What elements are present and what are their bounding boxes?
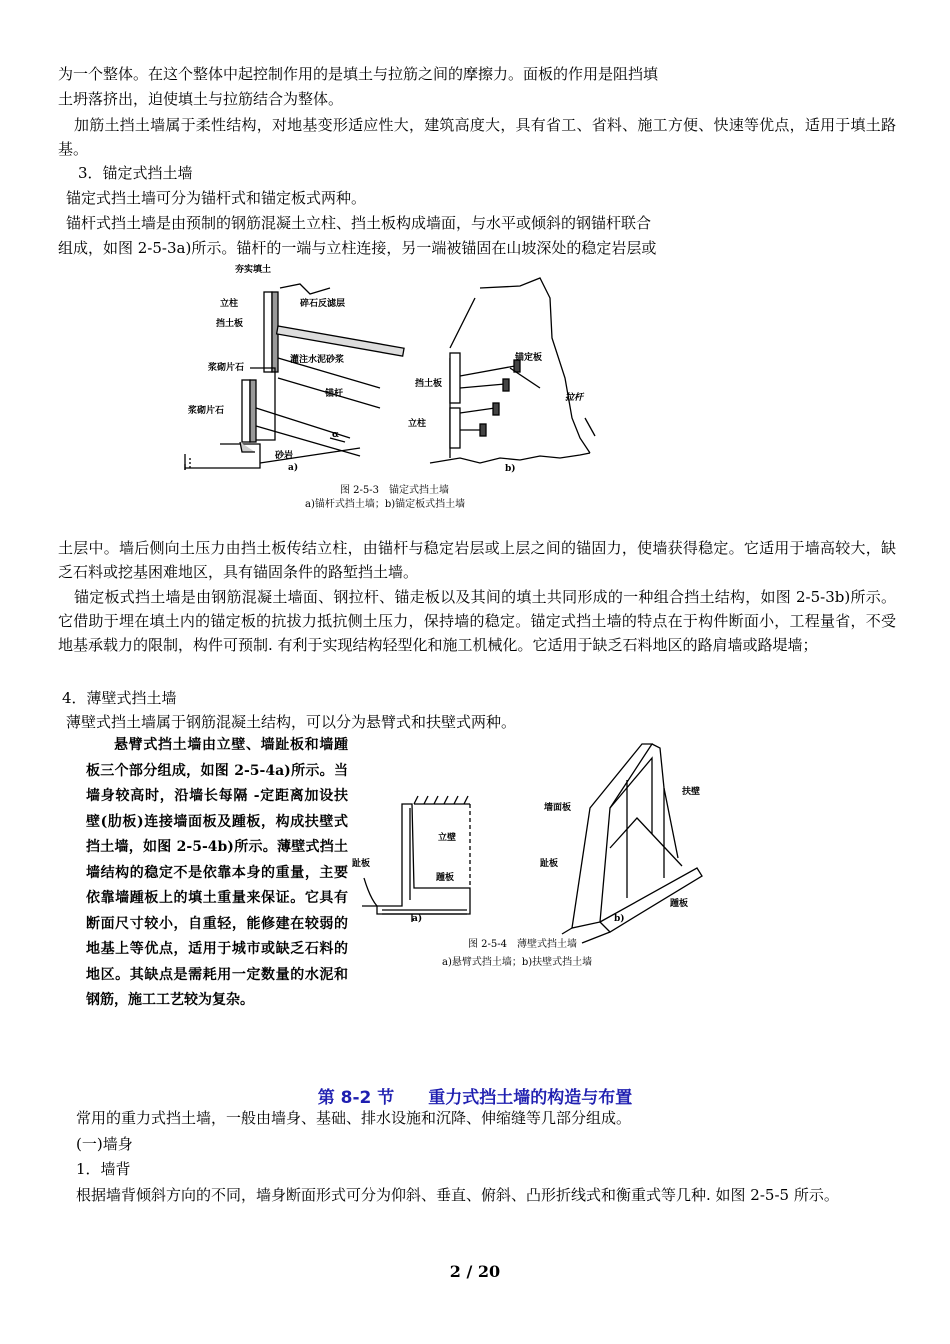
figure-2-5-3-title: 图 2-5-3 锚定式挡土墙: [340, 485, 450, 496]
label-libi: 立壁: [438, 833, 457, 843]
subheading: (一)墙身: [76, 1135, 133, 1153]
label-guanzhu: 灌注水泥砂浆: [290, 355, 345, 365]
para-line: 土坍落挤出，迫使填土与拉筋结合为整体。: [58, 90, 344, 108]
label-lizhu: 立柱: [220, 299, 239, 309]
figure-2-5-3-subtitle: a)锚杆式挡土墙；b)锚定板式挡土墙: [305, 499, 466, 510]
label-4b: b): [614, 914, 625, 924]
paragraph: 土层中。墙后侧向土压力由挡土板传结立柱，由锚杆与稳定岩层或上层之间的锚固力，使墙获得稳定。它适用于墙高较大，缺乏石料或挖基困难地区，具有锚固条件的路堑挡土墙。: [58, 539, 896, 581]
figure-2-5-4-title: 图 2-5-4 薄壁式挡土墙: [468, 939, 578, 950]
figure-2-5-4: [352, 738, 722, 978]
label-hangtu: 夯实填土: [235, 265, 272, 275]
label-b-dingban: 锚定板: [515, 353, 543, 363]
page-number: 2 / 20: [449, 1262, 501, 1281]
figure-2-5-4-subtitle: a)悬臂式挡土墙；b)扶壁式挡土墙: [442, 957, 593, 968]
label-shayan: 砂岩: [275, 451, 294, 461]
label-suishi: 碎石反滤层: [300, 299, 346, 309]
label-b-zhiban: 趾板: [540, 859, 559, 869]
paragraph: 薄壁式挡土墙属于钢筋混凝土结构，可以分为悬臂式和扶壁式两种。: [66, 713, 517, 731]
label-b-lagan: 拉杆: [565, 393, 584, 403]
subheading: 3．锚定式挡土墙: [78, 164, 193, 182]
label-jiangqi2: 浆砌片石: [188, 406, 225, 416]
label-qiangmianban: 墙面板: [544, 803, 572, 813]
paragraph: 锚定式挡土墙可分为锚杆式和锚定板式两种。: [66, 189, 367, 207]
label-jiangqi1: 浆砌片石: [208, 363, 245, 373]
label-dangtuban: 挡土板: [216, 319, 244, 329]
label-4a: a): [412, 914, 423, 924]
para-line: 组成，如图 2-5-3a)所示。锚杆的一端与立柱连接，另一端被锚固在山坡深处的稳定岩层或: [58, 239, 657, 257]
subheading: 4．薄壁式挡土墙: [62, 689, 177, 707]
section-heading: 第 8-2 节 重力式挡土墙的构造与布置: [317, 1088, 633, 1108]
label-zhiban: 趾板: [352, 859, 371, 869]
paragraph: 常用的重力式挡土墙，一般由墙身、基础、排水设施和沉降、伸缩缝等几部分组成。: [76, 1109, 632, 1127]
label-zhongban: 踵板: [436, 873, 455, 883]
label-b-dangtuban: 挡土板: [415, 379, 443, 389]
paragraph: 锚定板式挡土墙是由钢筋混凝土墙面、钢拉杆、锚走板以及其间的填土共同形成的一种组合挡土结构，如图 2-5-3b)所示。它借助于埋在填土内的锚定板的抗拔力抵抗侧土压力，保持墙的稳定。锚定式挡土墙的特点在于构件断面小，工程量省，不受地基承载力的限制，构件可预制. 有利于实现结构轻型化和施工机械化。它适用于缺乏石料地区的路肩墙或路堤墙；: [58, 588, 896, 654]
paragraph: 加筋土挡土墙属于柔性结构，对地基变形适应性大，建筑高度大，具有省工、省料、施工方便、快速等优点，适用于填土路基。: [58, 116, 896, 158]
label-fubi: 扶壁: [682, 787, 701, 797]
label-a: a): [288, 463, 299, 473]
label-maogan: 锚杆: [325, 389, 344, 399]
subheading: 1．墙背: [76, 1160, 131, 1178]
figure-2-5-3: [180, 258, 620, 518]
label-b-lizhu: 立柱: [408, 419, 427, 429]
label-b-zhongban: 踵板: [670, 899, 689, 909]
bold-paragraph: 悬臂式挡土墙由立壁、墙趾板和墙踵板三个部分组成，如图 2-5-4a)所示。当墙身较高时，沿墙长每隔 -定距离加设扶壁(肋板)连接墙面板及踵板，构成扶壁式挡土墙，如图 2-5-4b)所示。薄壁式挡土墙结构的稳定不是依靠本身的重量，主要依靠墙踵板上的填土重量来保证。它具有断面尺寸较小，自重轻，能修建在较弱的地基上等优点，适用于城市或缺乏石料的地区。其缺点是需耗用一定数量的水泥和钢筋，施工工艺较为复杂。: [86, 737, 348, 1008]
label-b: b): [505, 464, 516, 474]
paragraph: 根据墙背倾斜方向的不同，墙身断面形式可分为仰斜、垂直、俯斜、凸形折线式和衡重式等几种. 如图 2-5-5 所示。: [76, 1186, 839, 1204]
label-alpha: α: [332, 430, 339, 440]
para-line: 锚杆式挡土墙是由预制的钢筋混凝土立柱、挡土板构成墙面，与水平或倾斜的钢锚杆联合: [66, 214, 652, 232]
figure-2-5-3-drawing: [180, 258, 620, 518]
para-line: 为一个整体。在这个整体中起控制作用的是填土与拉筋之间的摩擦力。面板的作用是阻挡填: [58, 65, 659, 83]
